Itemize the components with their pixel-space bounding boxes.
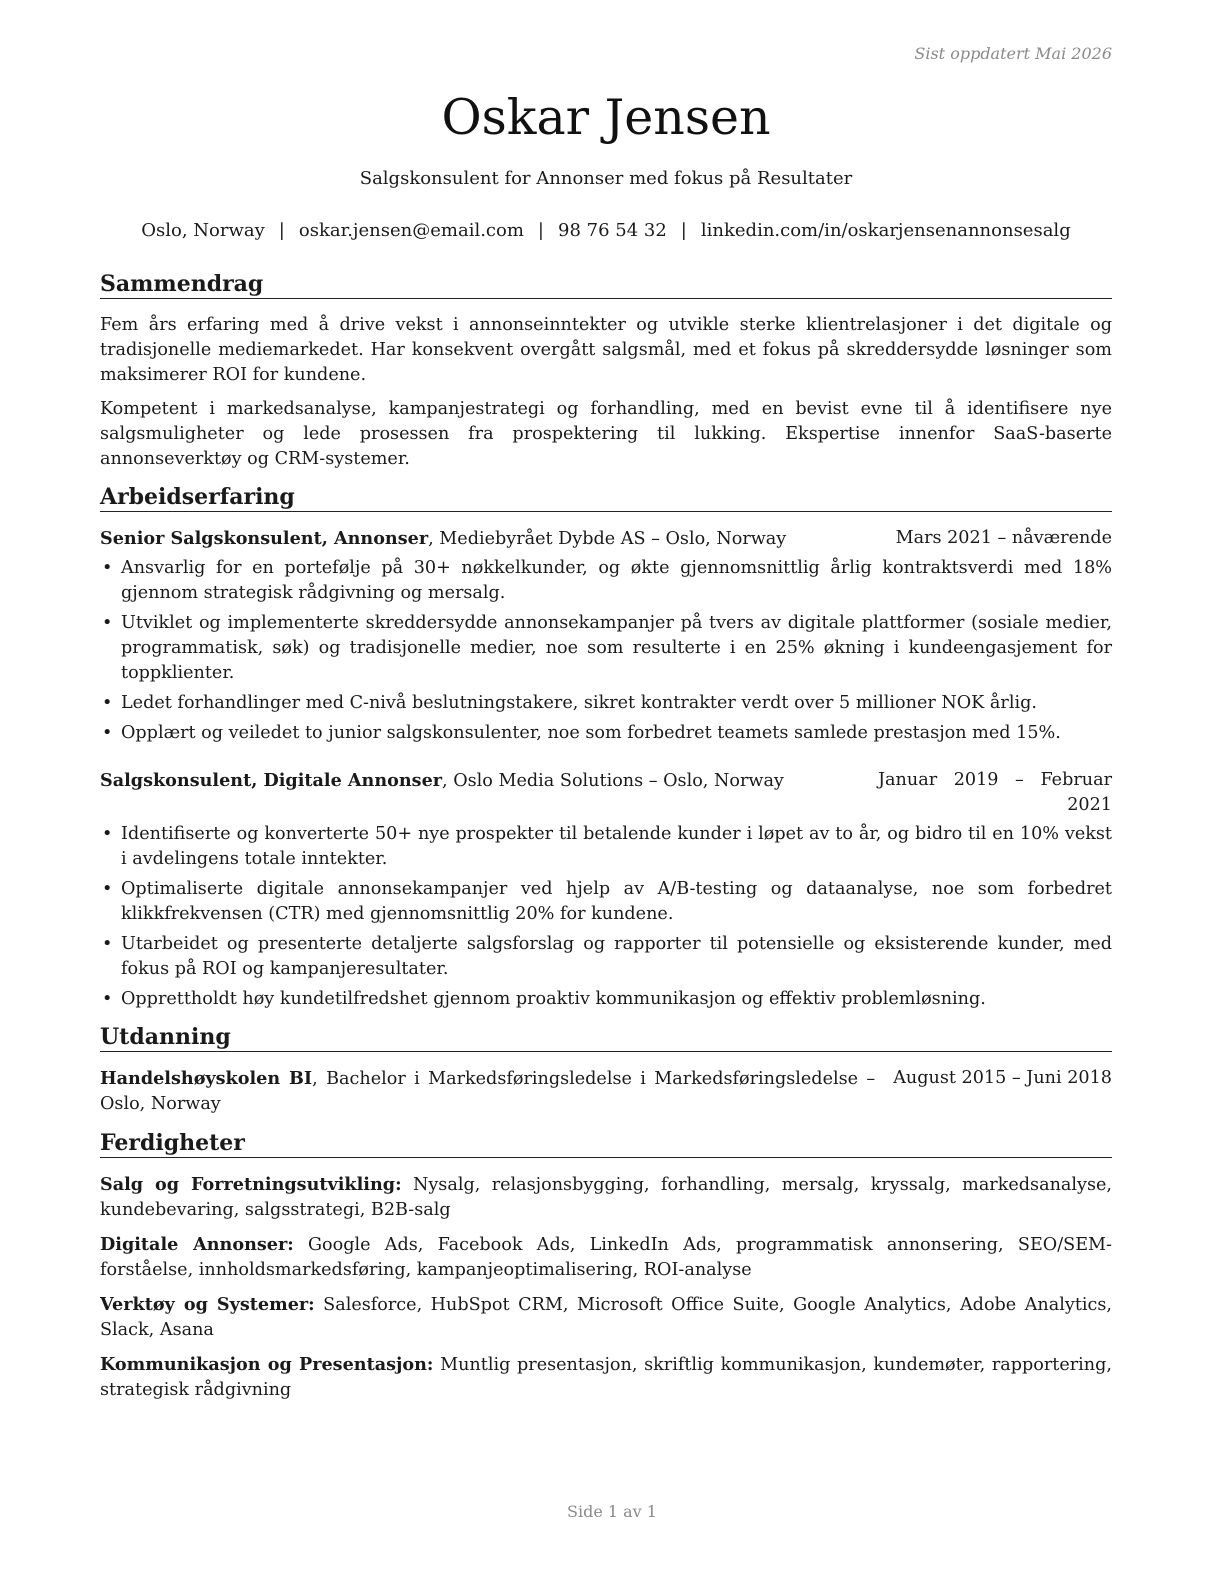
section-heading-education: Utdanning [100,1023,1112,1052]
education-school: Handelshøyskolen BI [100,1068,313,1089]
resume-content [100,270,1112,1414]
contact-line [100,220,1112,241]
job-bullets [100,556,1112,746]
skills-section [100,1129,1112,1403]
section-heading-skills: Ferdigheter [100,1129,1112,1158]
list-item: • Opplært og veiledet to junior salgskonsulenter, noe som forbedret teamets samlede prestasjon med 15%. [100,721,1112,746]
contact-linkedin[interactable]: linkedin.com/in/oskarjensenannonsesalg [700,220,1071,241]
contact-email[interactable]: oskar.jensen@email.com [298,220,524,241]
contact-location: Oslo, Norway [141,220,265,241]
education-degree: , Bachelor i Markedsføringsledelse i Markedsføringsledelse – Oslo, Norway [100,1069,876,1114]
list-item: • Ansvarlig for en portefølje på 30+ nøkkelkunder, og økte gjennomsnittlig årlig kontraktsverdi med 18% gjennom strategisk rådgivning og mersalg. [100,556,1112,606]
job-title-line [100,526,896,552]
contact-separator: | [537,220,544,241]
skill-text: Google Ads, Facebook Ads, LinkedIn Ads, programmatisk annonsering, SEO/SEM-forståelse, innholdsmarkedsføring, kampanjeoptimalisering, ROI-analyse [100,1235,1112,1280]
job-header [100,768,1112,818]
job-entry [100,526,1112,746]
subtitle: Salgskonsulent for Annonser med fokus på Resultater [359,168,853,189]
list-item: • Utarbeidet og presenterte detaljerte salgsforslag og rapporter til potensielle og eksisterende kunder, med fokus på ROI og kampanjeresultater. [100,932,1112,982]
skill-row [100,1232,1112,1283]
job-role: Senior Salgskonsulent, Annonser [100,528,429,549]
page-title: Oskar Jensen [441,89,771,146]
skill-row [100,1172,1112,1223]
skill-label: Kommunikasjon og Presentasjon: [100,1354,434,1375]
job-title-line [100,768,878,794]
job-company: , Mediebyrået Dybde AS – Oslo, Norway [428,529,787,549]
job-role: Salgskonsulent, Digitale Annonser [100,770,443,791]
summary-paragraph: Fem års erfaring med å drive vekst i annonseinntekter og utvikle sterke klientrelasjoner i det digitale og tradisjonelle mediemarkedet. Har konsekvent overgått salgsmål, med et fokus på skreddersydde løsninger som maksimerer ROI for kundene. [100,315,1112,385]
job-bullets [100,822,1112,1012]
list-item: • Optimaliserte digitale annonsekampanjer ved hjelp av A/B-testing og dataanalyse, noe som forbedret klikkfrekvensen (CTR) med gjennomsnittlig 20% for kundene. [100,877,1112,927]
last-updated: Sist oppdatert Mai 2026 [914,44,1112,63]
section-heading-summary: Sammendrag [100,270,1112,299]
skill-text: Nysalg, relasjonsbygging, forhandling, mersalg, kryssalg, markedsanalyse, kundebevaring, salgsstrategi, B2B-salg [100,1175,1112,1220]
list-item: • Opprettholdt høy kundetilfredshet gjennom proaktiv kommunikasjon og effektiv problemløsning. [100,987,1112,1012]
list-item: • Ledet forhandlinger med C-nivå beslutningstakere, sikret kontrakter verdt over 5 millioner NOK årlig. [100,691,1112,716]
job-dates: Januar 2019 – Februar 2021 [878,770,1112,815]
contact-phone: 98 76 54 32 [558,220,667,241]
skill-text: Salesforce, HubSpot CRM, Microsoft Office Suite, Google Analytics, Adobe Analytics, Slack, Asana [100,1295,1112,1340]
job-header [100,526,1112,552]
list-item: • Utviklet og implementerte skreddersydde annonsekampanjer på tvers av digitale plattformer (sosiale medier, programmatisk, søk) og tradisjonelle medier, noe som resulterte i en 25% økning i kundeengasjement for toppklienter. [100,611,1112,686]
summary-section [100,270,1112,472]
job-company: , Oslo Media Solutions – Oslo, Norway [442,771,784,791]
skill-label: Digitale Annonser: [100,1234,294,1255]
education-section [100,1023,1112,1117]
summary-paragraph: Kompetent i markedsanalyse, kampanjestrategi og forhandling, med en bevist evne til å identifisere nye salgsmuligheter og lede prosessen fra prospektering til lukking. Ekspertise innenfor SaaS-baserte annonseverktøy og CRM-systemer. [100,399,1112,469]
skill-label: Salg og Forretningsutvikling: [100,1174,402,1195]
job-dates: Mars 2021 – nåværende [895,528,1112,548]
skill-row [100,1352,1112,1403]
contact-separator: | [680,220,687,241]
list-item: • Identifiserte og konverterte 50+ nye prospekter til betalende kunder i løpet av to år, og bidro til en 10% vekst i avdelingens totale inntekter. [100,822,1112,872]
section-heading-experience: Arbeidserfaring [100,483,1112,512]
skill-text: Muntlig presentasjon, skriftlig kommunikasjon, kundemøter, rapportering, strategisk rådgivning [100,1355,1112,1400]
job-entry [100,768,1112,1012]
skill-row [100,1292,1112,1343]
skill-label: Verktøy og Systemer: [100,1294,315,1315]
experience-section [100,483,1112,1012]
education-dates: August 2015 – Juni 2018 [893,1068,1112,1088]
education-entry [100,1066,1112,1117]
contact-separator: | [278,220,285,241]
page-footer: Side 1 av 1 [567,1502,657,1521]
